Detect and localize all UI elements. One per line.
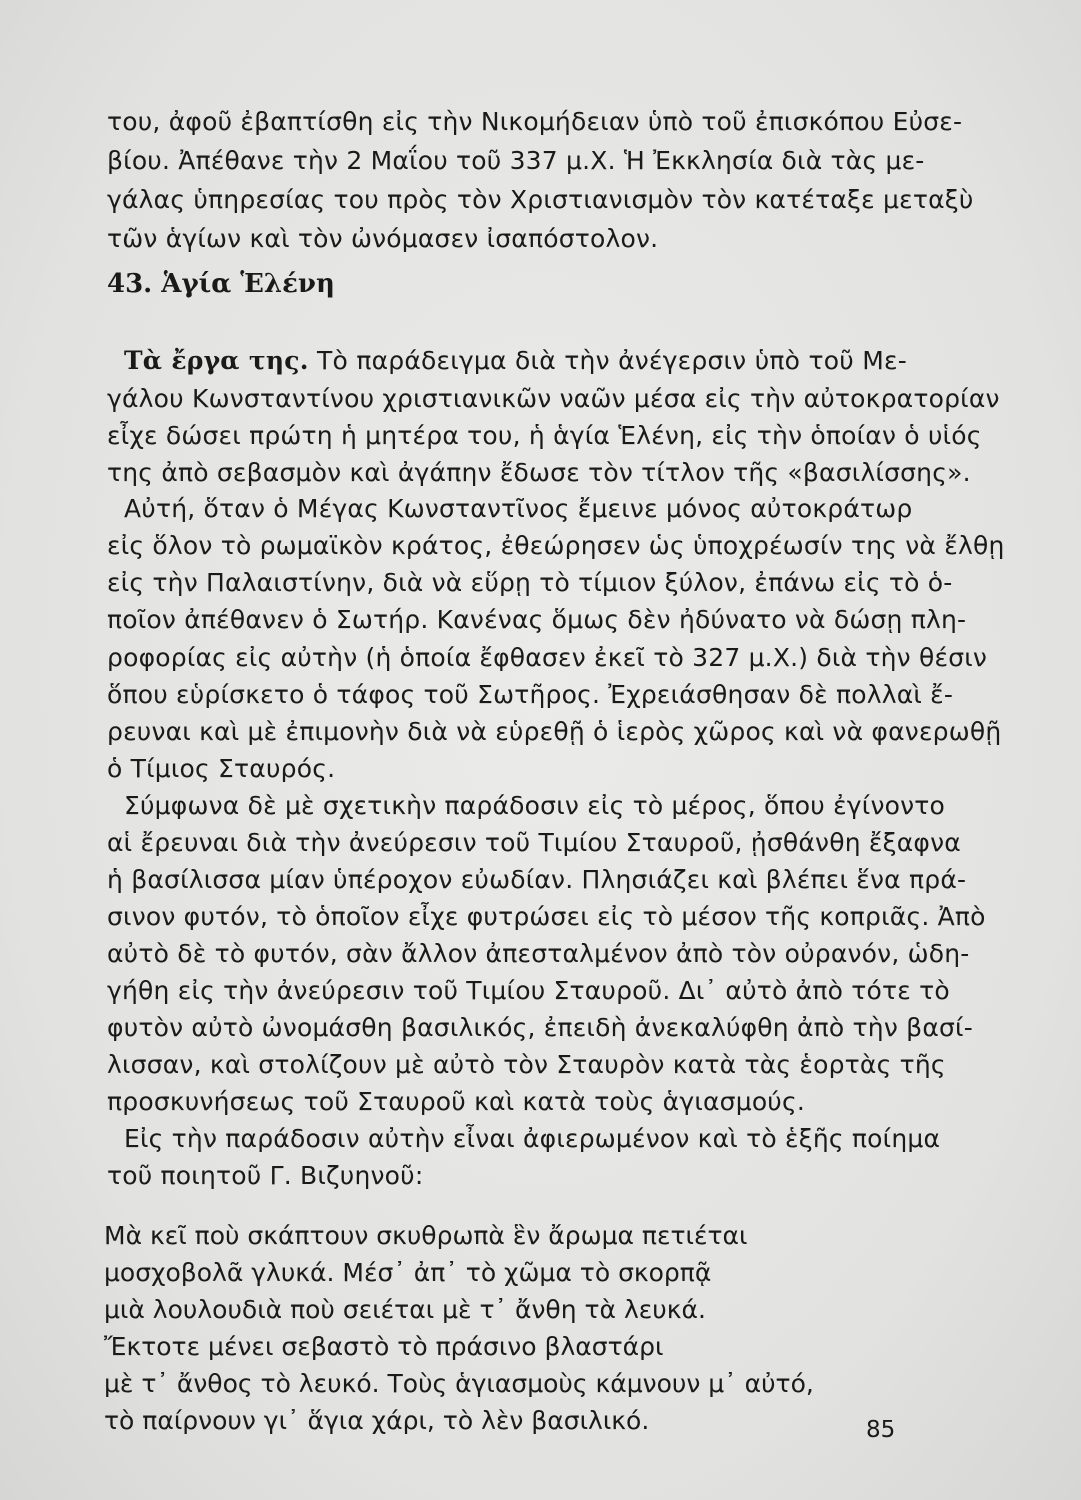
poem-line-1: Μὰ κεῖ ποὺ σκάπτουν σκυθρωπὰ ἓν ἄρωμα πετιέται bbox=[104, 1221, 748, 1250]
subheading: Τὰ ἔργα της. bbox=[124, 346, 309, 375]
poem-line-3: μιὰ λουλουδιὰ ποὺ σειέται μὲ τ᾽ ἄνθη τὰ λευκά. bbox=[104, 1295, 706, 1324]
section-heading bbox=[107, 266, 335, 302]
intro-line-2: βίου. Ἀπέθανε τὴν 2 Μαΐου τοῦ 337 μ.Χ. Ἡ Ἐκκλησία διὰ τὰς με- bbox=[107, 146, 925, 175]
page-number: 85 bbox=[866, 1417, 896, 1443]
paragraph-1-line-4: της ἀπὸ σεβασμὸν καὶ ἀγάπην ἔδωσε τὸν τίτλον τῆς «βασιλίσσης». bbox=[107, 458, 971, 487]
paragraph-2-line-5: ροφορίας εἰς αὐτὴν (ἡ ὁποία ἔφθασεν ἐκεῖ τὸ 327 μ.Χ.) διὰ τὴν θέσιν bbox=[107, 643, 988, 672]
paragraph-2-line-7: ρευναι καὶ μὲ ἐπιμονὴν διὰ νὰ εὑρεθῇ ὁ ἱερὸς χῶρος καὶ νὰ φανερωθῇ bbox=[107, 717, 1002, 746]
paragraph-3-line-3: ἡ βασίλισσα μίαν ὑπέροχον εὐωδίαν. Πλησιάζει καὶ βλέπει ἕνα πρά- bbox=[107, 865, 967, 894]
paragraph-2-line-4: ποῖον ἀπέθανεν ὁ Σωτήρ. Κανένας ὅμως δὲν ἠδύνατο νὰ δώσῃ πλη- bbox=[107, 605, 967, 634]
paragraph-2-line-8: ὁ Τίμιος Σταυρός. bbox=[107, 754, 336, 783]
paragraph-1-line-1 bbox=[124, 343, 907, 379]
section-number: 43. bbox=[107, 269, 153, 299]
intro-line-3: γάλας ὑπηρεσίας του πρὸς τὸν Χριστιανισμὸν τὸν κατέταξε μεταξὺ bbox=[107, 185, 974, 214]
paragraph-3-line-8: λισσαν, καὶ στολίζουν μὲ αὐτὸ τὸν Σταυρὸν κατὰ τὰς ἑορτὰς τῆς bbox=[107, 1050, 946, 1079]
paragraph-1-first-line: Τὸ παράδειγμα διὰ τὴν ἀνέγερσιν ὑπὸ τοῦ Με- bbox=[317, 346, 907, 375]
paragraph-3-line-7: φυτὸν αὐτὸ ὠνομάσθη βασιλικός, ἐπειδὴ ἀνεκαλύφθη ἀπὸ τὴν βασί- bbox=[107, 1013, 973, 1042]
paragraph-4-line-2: τοῦ ποιητοῦ Γ. Βιζυηνοῦ: bbox=[107, 1161, 424, 1190]
intro-line-1: του, ἀφοῦ ἐβαπτίσθη εἰς τὴν Νικομήδειαν ὑπὸ τοῦ ἐπισκόπου Εὐσε- bbox=[107, 107, 963, 136]
paragraph-3-line-2: αἱ ἔρευναι διὰ τὴν ἀνεύρεσιν τοῦ Τιμίου Σταυροῦ, ᾐσθάνθη ἔξαφνα bbox=[107, 828, 961, 857]
paragraph-3-line-1: Σύμφωνα δὲ μὲ σχετικὴν παράδοσιν εἰς τὸ μέρος, ὅπου ἐγίνοντο bbox=[124, 791, 946, 820]
paragraph-1-line-3: εἶχε δώσει πρώτη ἡ μητέρα του, ἡ ἁγία Ἑλένη, εἰς τὴν ὁποίαν ὁ υἱός bbox=[107, 421, 982, 450]
paragraph-4-line-1: Εἰς τὴν παράδοσιν αὐτὴν εἶναι ἀφιερωμένον καὶ τὸ ἑξῆς ποίημα bbox=[124, 1124, 941, 1153]
poem-line-5: μὲ τ᾽ ἄνθος τὸ λευκό. Τοὺς ἁγιασμοὺς κάμνουν μ᾽ αὐτό, bbox=[104, 1369, 814, 1398]
poem-line-2: μοσχοβολᾶ γλυκά. Μέσ᾽ ἀπ᾽ τὸ χῶμα τὸ σκορπᾷ bbox=[104, 1258, 712, 1287]
paragraph-3-line-5: αὐτὸ δὲ τὸ φυτόν, σὰν ἄλλον ἀπεσταλμένον ἀπὸ τὸν οὐρανόν, ὡδη- bbox=[107, 939, 970, 968]
paragraph-3-line-9: προσκυνήσεως τοῦ Σταυροῦ καὶ κατὰ τοὺς ἁγιασμούς. bbox=[107, 1087, 805, 1116]
poem-line-4: Ἔκτοτε μένει σεβαστὸ τὸ πράσινο βλαστάρι bbox=[104, 1332, 664, 1361]
paragraph-2-line-1: Αὐτή, ὅταν ὁ Μέγας Κωνσταντῖνος ἔμεινε μόνος αὐτοκράτωρ bbox=[124, 494, 913, 523]
section-title: Ἁγία Ἑλένη bbox=[161, 269, 335, 299]
paragraph-3-line-6: γήθη εἰς τὴν ἀνεύρεσιν τοῦ Τιμίου Σταυροῦ. Δι᾽ αὐτὸ ἀπὸ τότε τὸ bbox=[107, 976, 950, 1005]
paragraph-2-line-6: ὅπου εὑρίσκετο ὁ τάφος τοῦ Σωτῆρος. Ἐχρειάσθησαν δὲ πολλαὶ ἔ- bbox=[107, 680, 954, 709]
paragraph-3-line-4: σινον φυτόν, τὸ ὁποῖον εἶχε φυτρώσει εἰς τὸ μέσον τῆς κοπριᾶς. Ἀπὸ bbox=[107, 902, 986, 931]
paragraph-2-line-3: εἰς τὴν Παλαιστίνην, διὰ νὰ εὕρῃ τὸ τίμιον ξύλον, ἐπάνω εἰς τὸ ὁ- bbox=[107, 568, 953, 597]
intro-line-4: τῶν ἁγίων καὶ τὸν ὠνόμασεν ἰσαπόστολον. bbox=[107, 224, 659, 253]
paragraph-2-line-2: εἰς ὅλον τὸ ρωμαϊκὸν κράτος, ἐθεώρησεν ὡς ὑποχρέωσίν της νὰ ἔλθῃ bbox=[107, 531, 1005, 560]
paragraph-1-line-2: γάλου Κωνσταντίνου χριστιανικῶν ναῶν μέσα εἰς τὴν αὐτοκρατορίαν bbox=[107, 384, 1000, 413]
poem-line-6: τὸ παίρνουν γι᾽ ἅγια χάρι, τὸ λὲν βασιλικό. bbox=[104, 1406, 650, 1435]
